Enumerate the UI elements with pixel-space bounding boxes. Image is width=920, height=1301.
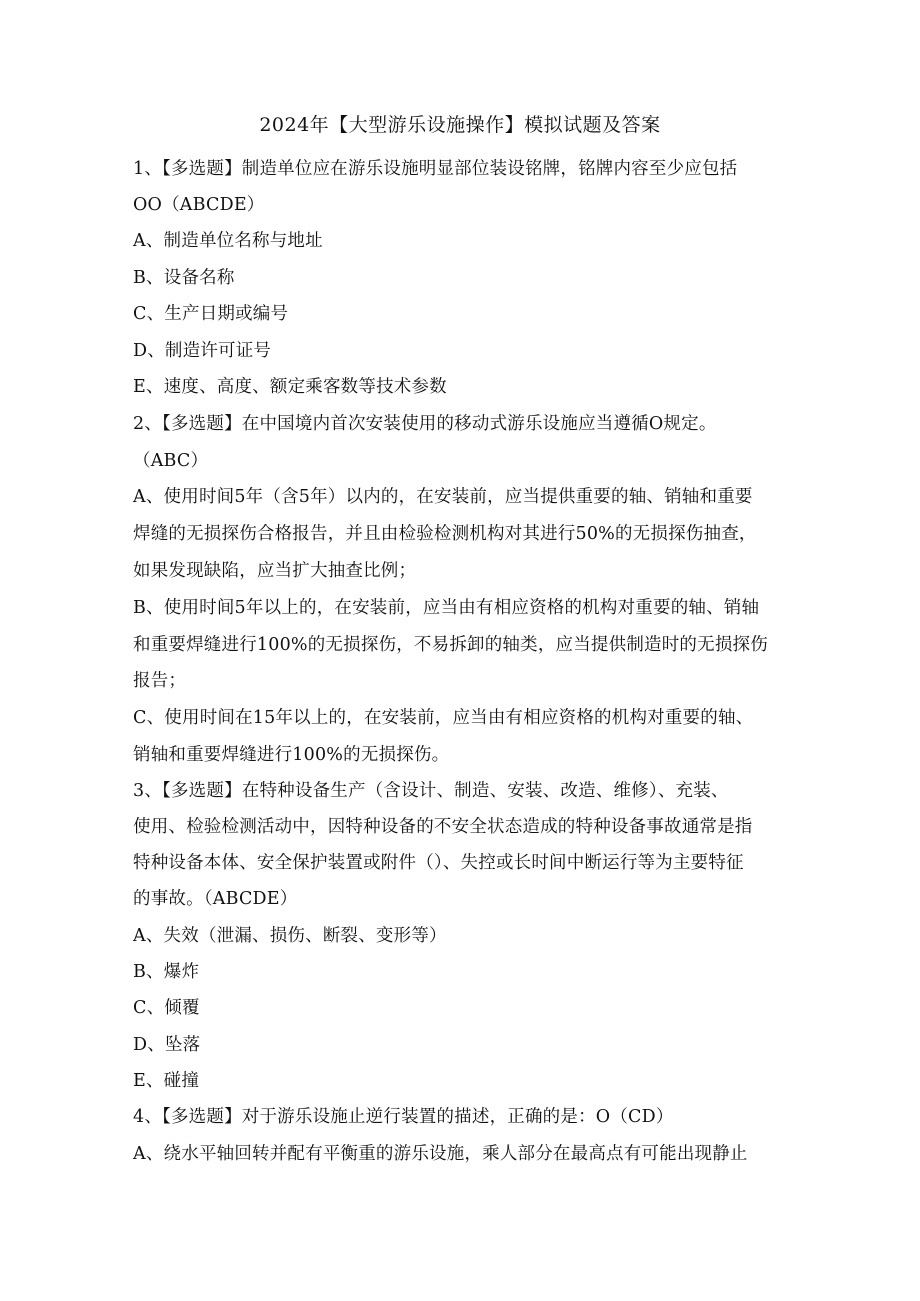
- question-4-stem-line-1: 4、【多选题】对于游乐设施止逆行装置的描述，正确的是：O（CD）: [133, 1107, 674, 1127]
- question-2-option-c-line-1: C、使用时间在15年以上的，在安装前，应当由有相应资格的机构对重要的轴、: [133, 708, 754, 728]
- question-1-option-d: D、制造许可证号: [133, 341, 272, 361]
- question-3-option-a: A、失效（泄漏、损伤、断裂、变形等）: [133, 926, 447, 946]
- question-2-option-b-line-1: B、使用时间5年以上的，在安装前，应当由有相应资格的机构对重要的轴、销轴: [133, 598, 760, 618]
- question-1-option-e: E、速度、高度、额定乘客数等技术参数: [133, 377, 447, 397]
- question-2-stem-line-1: 2、【多选题】在中国境内首次安装使用的移动式游乐设施应当遵循O规定。: [133, 414, 717, 434]
- question-1-option-c: C、生产日期或编号: [133, 304, 289, 324]
- question-2-option-b-line-2: 和重要焊缝进行100%的无损探伤，不易拆卸的轴类，应当提供制造时的无损探伤: [133, 635, 768, 655]
- document-title: 2024年【大型游乐设施操作】模拟试题及答案: [259, 114, 661, 136]
- question-1-option-b: B、设备名称: [133, 268, 235, 288]
- question-4-option-a-line-1: A、绕水平轴回转并配有平衡重的游乐设施，乘人部分在最高点有可能出现静止: [133, 1144, 748, 1164]
- question-3-option-c: C、倾覆: [133, 998, 200, 1018]
- question-3-stem-line-1: 3、【多选题】在特种设备生产（含设计、制造、安装、改造、维修）、充装、: [133, 781, 729, 801]
- question-3-stem-line-3: 特种设备本体、安全保护装置或附件（）、失控或长时间中断运行等为主要特征: [133, 853, 744, 873]
- question-1-stem-line-1: 1、【多选题】制造单位应在游乐设施明显部位装设铭牌，铭牌内容至少应包括: [133, 159, 738, 179]
- question-2-option-c-line-2: 销轴和重要焊缝进行100%的无损探伤。: [133, 745, 450, 765]
- question-2-stem-line-2: （ABC）: [133, 451, 209, 471]
- question-2-option-b-line-3: 报告；: [133, 671, 187, 691]
- question-3-stem-line-2: 使用、检验检测活动中，因特种设备的不安全状态造成的特种设备事故通常是指: [133, 817, 753, 837]
- question-3-stem-line-4: 的事故。（ABCDE）: [133, 889, 298, 909]
- question-3-option-d: D、坠落: [133, 1035, 201, 1055]
- question-1-option-a: A、制造单位名称与地址: [133, 231, 323, 251]
- question-1-stem-line-2: OO（ABCDE）: [133, 195, 265, 215]
- question-3-option-b: B、爆炸: [133, 962, 200, 982]
- question-2-option-a-line-3: 如果发现缺陷，应当扩大抽查比例；: [133, 561, 417, 581]
- question-2-option-a-line-2: 焊缝的无损探伤合格报告，并且由检验检测机构对其进行50%的无损探伤抽查，: [133, 524, 757, 544]
- question-3-option-e: E、碰撞: [133, 1071, 200, 1091]
- question-2-option-a-line-1: A、使用时间5年（含5年）以内的，在安装前，应当提供重要的轴、销轴和重要: [133, 487, 753, 507]
